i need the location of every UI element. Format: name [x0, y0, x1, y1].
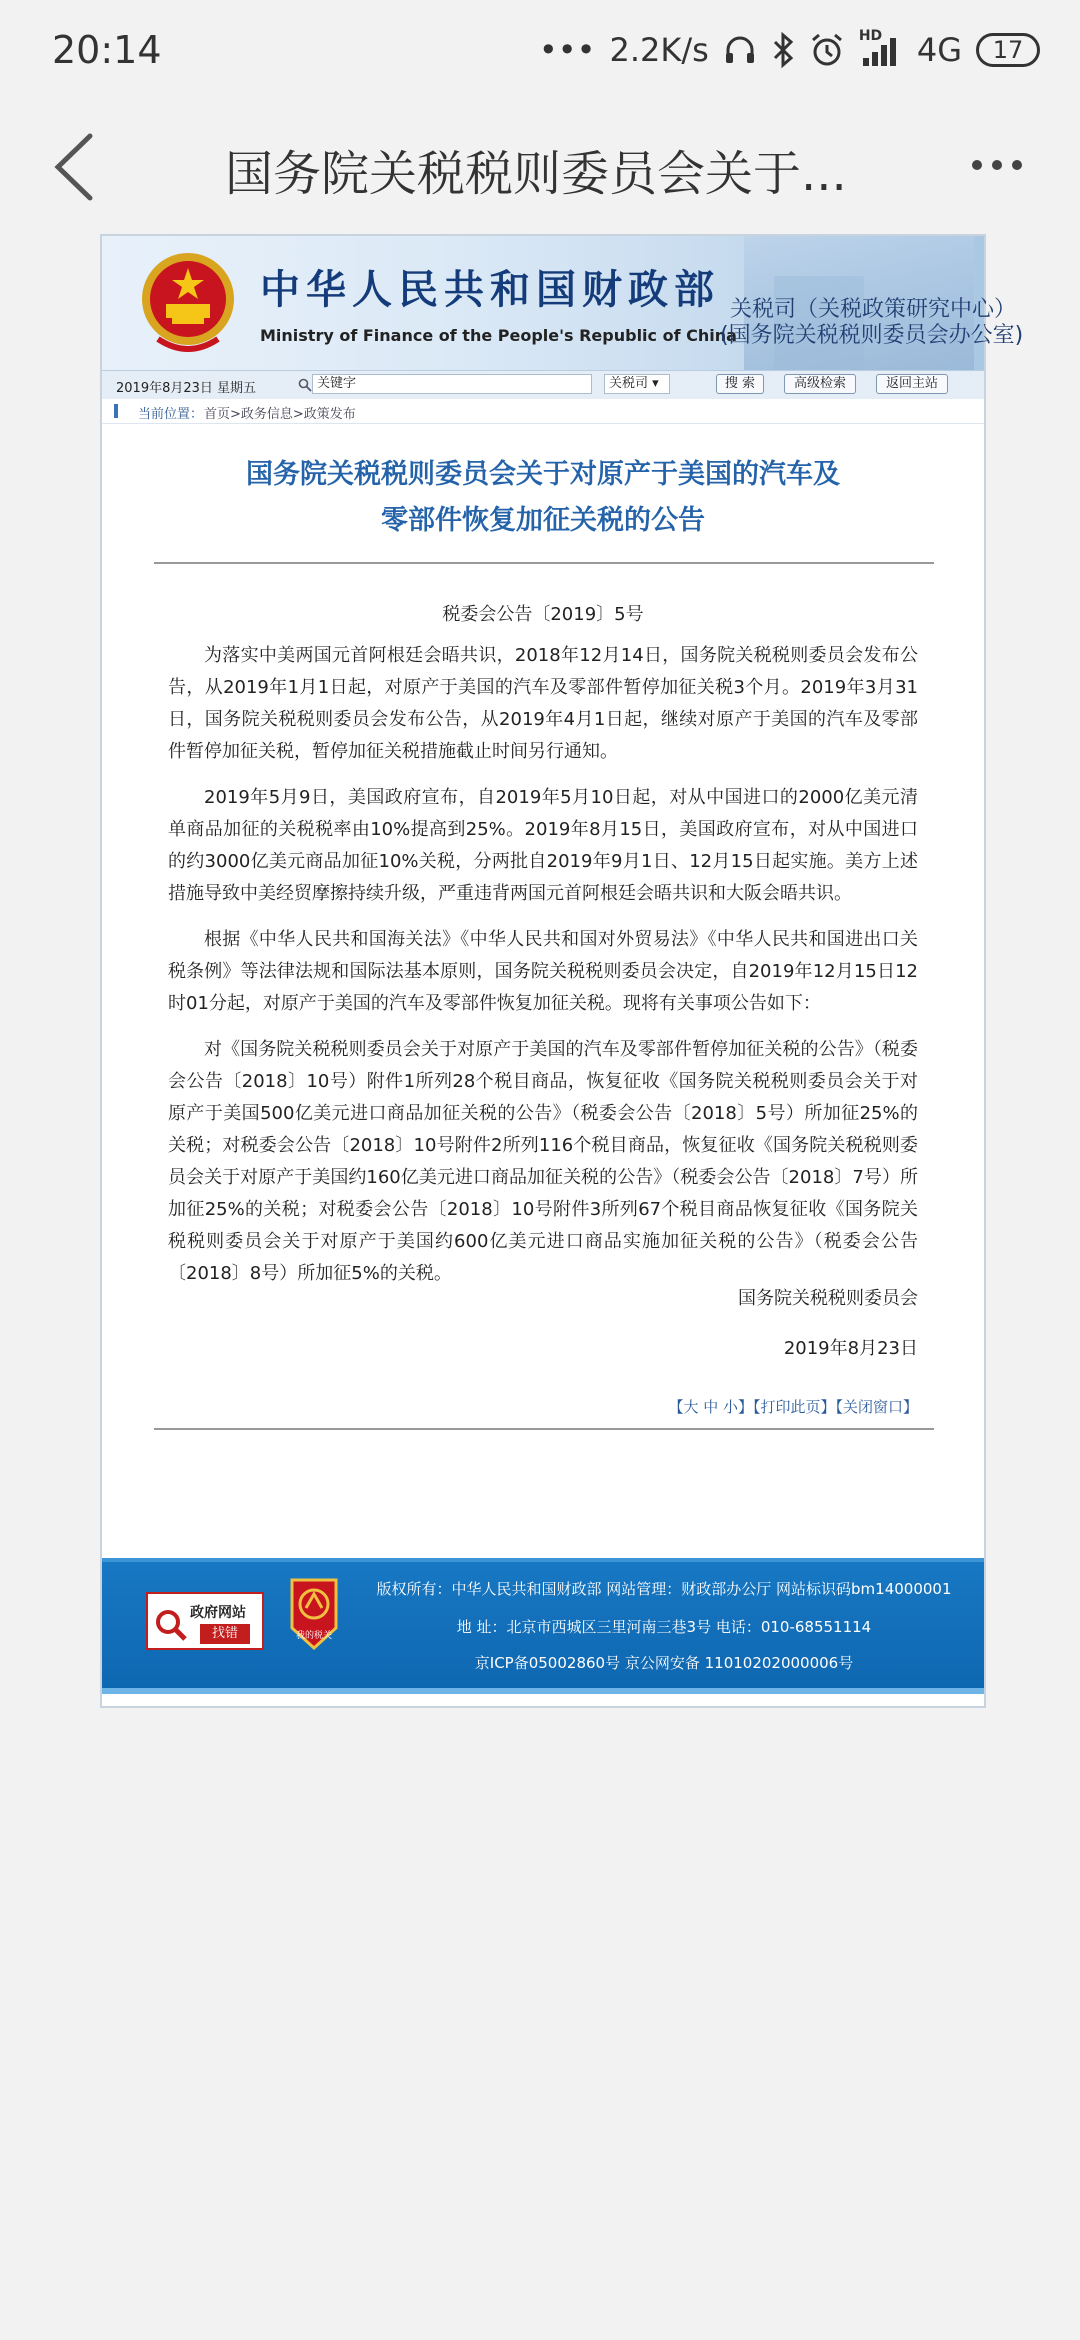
- breadcrumb-marker-icon: [114, 404, 118, 418]
- alarm-icon: [809, 32, 845, 68]
- site-banner: [102, 236, 1024, 370]
- home-button-label: 返回主站: [885, 376, 938, 391]
- gov-site-error-report-logo[interactable]: [146, 1592, 264, 1650]
- bluetooth-icon: [771, 32, 795, 68]
- keyword-placeholder: 关键字: [317, 376, 357, 391]
- dept-office: (国务院关税税则委员会办公室): [720, 323, 1024, 348]
- national-emblem-icon: [138, 244, 238, 362]
- page-tools[interactable]: 【大 中 小】【打印此页】【关闭窗口】: [668, 1398, 918, 1416]
- article-date: 2019年8月23日: [783, 1338, 918, 1359]
- breadcrumb-path[interactable]: 首页>政务信息>政策发布: [204, 407, 356, 422]
- network-speed: 2.2K/s: [609, 31, 709, 69]
- article-paragraph: 根据《中华人民共和国海关法》《中华人民共和国对外贸易法》《中华人民共和国进出口关税条例》等法律法规和国际法基本原则，国务院关税税则委员会决定，自2019年12月15日12时01分起，对原产于美国的汽车及零部件恢复加征关税。现将有关事项公告如下：: [168, 929, 918, 1014]
- chevron-left-icon: [50, 132, 110, 202]
- signal-group: [858, 28, 903, 68]
- magnifier-icon: [154, 1608, 188, 1642]
- scope-select[interactable]: 关税司 ▾: [604, 374, 670, 394]
- search-button[interactable]: [716, 374, 764, 394]
- search-icon: [298, 378, 312, 392]
- home-button[interactable]: [876, 374, 948, 394]
- status-icons: [539, 26, 1040, 74]
- battery-icon: [976, 33, 1040, 67]
- footer-icp: 京ICP备05002860号 京公网安备 11010202000006号: [474, 1654, 854, 1672]
- site-footer: [102, 1558, 984, 1694]
- footer-address: 地 址：北京市西城区三里河南三巷3号 电话：010-68551114: [456, 1618, 872, 1636]
- article-title-line1: 国务院关税税则委员会关于对原产于美国的汽车及: [246, 459, 840, 490]
- article-paragraph: 对《国务院关税税则委员会关于对原产于美国的汽车及零部件暂停加征关税的公告》（税委会公告〔2018〕10号）附件1所列28个税目商品，恢复征收《国务院关税税则委员会关于对原产于美国500亿美元进口商品加征关税的公告》（税委会公告〔2018〕5号）所加征25%的关税；对税委会公告〔2018〕10号附件2所列116个税目商品，恢复征收《国务院关税税则委员会关于对原产于美国约160亿美元进口商品加征关税的公告》（税委会公告〔2018〕7号）所加征25%的关税；对税委会公告〔2018〕10号附件3所列67个税目商品恢复征收《国务院关税税则委员会关于对原产于美国约600亿美元进口商品实施加征关税的公告》（税委会公告〔2018〕8号）所加征5%的关税。: [168, 1039, 918, 1284]
- network-type: 4G: [916, 31, 962, 69]
- scope-value: 关税司: [609, 376, 649, 391]
- back-button[interactable]: [50, 132, 110, 202]
- title-bar: [0, 110, 1080, 220]
- dept-name: 关税司（关税政策研究中心）: [730, 297, 1017, 322]
- article-paragraph: 2019年5月9日，美国政府宣布，自2019年5月10日起，对从中国进口的2000亿美元清单商品加征的关税税率由10%提高到25%。2019年8月15日，美国政府宣布，对从中国进口的约3000亿美元商品加征10%关税，分两批自2019年9月1日、12月15日起实施。美方上述措施导致中美经贸摩擦持续升级，严重违背两国元首阿根廷会晤共识和大阪会晤共识。: [168, 787, 918, 904]
- advanced-search-button[interactable]: [784, 374, 856, 394]
- headphones-icon: [723, 33, 757, 67]
- bottom-divider: [154, 1428, 934, 1430]
- article-paragraph: 为落实中美两国元首阿根廷会晤共识，2018年12月14日，国务院关税税则委员会发布公告，从2019年1月1日起，对原产于美国的汽车及零部件暂停加征关税3个月。2019年3月31日，国务院关税税则委员会发布公告，从2019年4月1日起，继续对原产于美国的汽车及零部件暂停加征关税，暂停加征关税措施截止时间另行通知。: [168, 645, 918, 762]
- article-title-line2: 零部件恢复加征关税的公告: [381, 505, 705, 536]
- status-bar: [0, 0, 1080, 100]
- battery-level: 17: [992, 36, 1024, 64]
- gov-site-label: 政府网站: [190, 1605, 246, 1621]
- site-name-cn: 中华人民共和国财政部: [260, 266, 720, 313]
- status-time: 20:14: [52, 28, 162, 72]
- party-badge-icon[interactable]: [286, 1576, 342, 1652]
- advanced-search-label: 高级检索: [793, 376, 846, 391]
- more-menu-button[interactable]: [972, 150, 1032, 180]
- current-date: 2019年8月23日 星期五: [116, 381, 257, 396]
- footer-copyright: 版权所有：中华人民共和国财政部 网站管理：财政部办公厅 网站标识码bm14000001: [376, 1580, 952, 1598]
- hd-label: HD: [858, 28, 883, 44]
- search-button-label: 搜 索: [724, 376, 756, 391]
- find-error-label: 找错: [200, 1624, 250, 1644]
- keyword-input[interactable]: [312, 374, 592, 394]
- title-divider: [154, 562, 934, 564]
- party-badge-caption: 我的税关: [295, 1631, 333, 1641]
- signal-icon: [859, 32, 903, 68]
- breadcrumb-label: 当前位置：: [138, 407, 204, 422]
- site-name-en: Ministry of Finance of the People's Republic of China: [260, 326, 737, 345]
- web-page: [100, 234, 1024, 1708]
- more-dots-icon: •••: [538, 31, 596, 69]
- page-title: 国务院关税税则委员会关于...: [225, 146, 847, 202]
- article-signature: 国务院关税税则委员会: [738, 1288, 918, 1309]
- article-number: 税委会公告〔2019〕5号: [442, 604, 644, 625]
- search-bar: [102, 370, 984, 400]
- breadcrumb: [102, 399, 984, 424]
